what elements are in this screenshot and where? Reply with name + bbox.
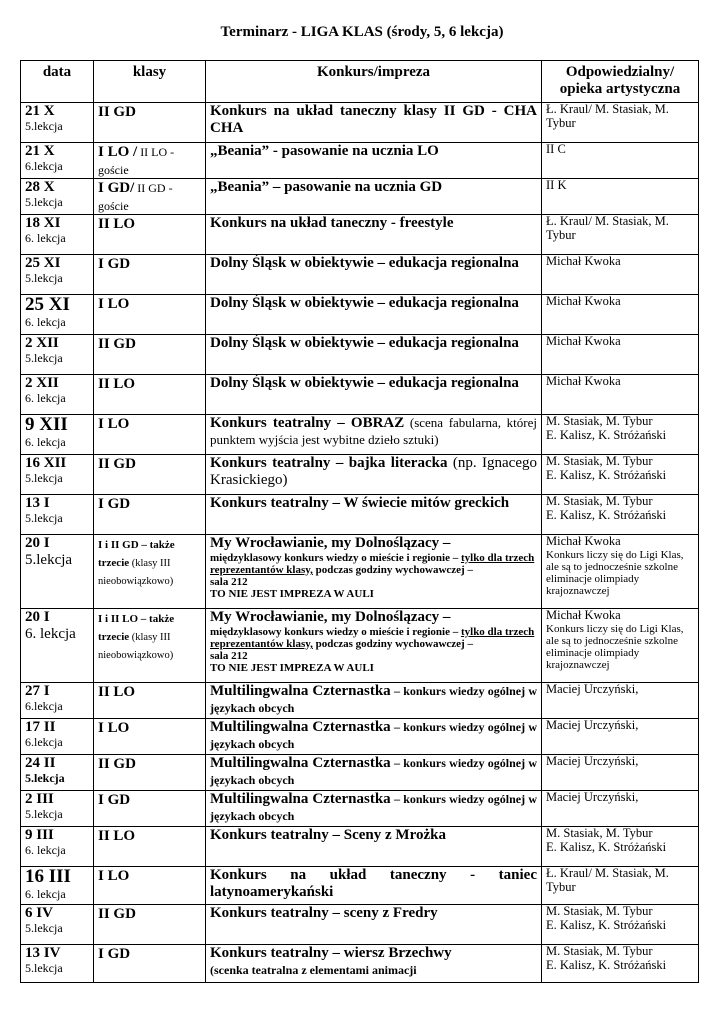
date: 21 X	[25, 143, 55, 159]
event-title: Konkurs teatralny – wiersz Brzechwy	[210, 945, 452, 962]
event-title: „Beania” - pasowanie na ucznia LO	[210, 143, 439, 159]
event-cell	[206, 609, 542, 683]
date: 13 IV	[25, 945, 61, 962]
table-row	[21, 609, 699, 683]
responsible: Michał Kwoka	[546, 294, 621, 309]
responsible-cell	[542, 867, 699, 905]
class: II GD	[98, 456, 136, 473]
event-title: Multilingwalna Czternastka	[210, 791, 391, 808]
date-cell	[21, 905, 94, 945]
class-cell	[94, 905, 206, 945]
table-row	[21, 375, 699, 415]
event-title: Dolny Śląsk w obiektywie – edukacja regionalna	[210, 295, 519, 312]
responsible-2: E. Kalisz, K. Stróżański	[546, 428, 667, 443]
event-title: Konkurs teatralny – OBRAZ	[210, 415, 405, 432]
date-cell	[21, 179, 94, 215]
date: 17 II	[25, 719, 56, 736]
class: II LO	[98, 684, 136, 701]
date-cell	[21, 719, 94, 755]
responsible-2: E. Kalisz, K. Stróżański	[546, 508, 667, 523]
class-cell	[94, 755, 206, 791]
class-cell	[94, 143, 206, 179]
event-note: – konkurs wiedzy ogólnej w językach obcych	[210, 756, 538, 787]
event-note: – konkurs wiedzy ogólnej w językach obcych	[210, 684, 538, 715]
class: I i II GD – także trzecie	[98, 539, 175, 569]
class-cell	[94, 827, 206, 867]
date: 18 XI	[25, 215, 61, 232]
event-room: sala 212	[210, 576, 248, 589]
date-cell	[21, 867, 94, 905]
event-title: „Beania” – pasowanie na ucznia GD	[210, 179, 443, 196]
class-cell	[94, 719, 206, 755]
date-cell	[21, 143, 94, 179]
responsible-cell	[542, 945, 699, 983]
responsible-cell	[542, 827, 699, 867]
event-title: Konkurs teatralny – W świecie mitów greckich	[210, 495, 510, 512]
lesson: 6. lekcja	[25, 230, 66, 245]
date: 16 XII	[25, 455, 67, 472]
class: II GD	[98, 336, 136, 353]
lesson: 5.lekcja	[25, 770, 65, 785]
responsible: Michał Kwoka	[546, 534, 621, 549]
event-title: Multilingwalna Czternastka	[210, 755, 391, 772]
event-cell	[206, 415, 542, 455]
event-detail-text: międzyklasowy konkurs wiedzy o mieście i regionie –	[210, 551, 461, 564]
date: 20 I	[25, 535, 50, 552]
class: II LO	[98, 828, 136, 845]
class: I GD	[98, 256, 131, 273]
event-details	[210, 626, 537, 674]
responsible-2: E. Kalisz, K. Stróżański	[546, 918, 667, 933]
class-cell	[94, 375, 206, 415]
date: 16 III	[25, 866, 71, 888]
responsible: M. Stasiak, M. Tybur	[546, 826, 653, 841]
event-title: My Wrocławianie, my Dolnoślązacy –	[210, 609, 451, 626]
event-title: Konkurs na układ taneczny - taniec latynoamerykański	[210, 867, 537, 900]
date: 27 I	[25, 683, 50, 700]
lesson: 5.lekcja	[25, 270, 63, 285]
table-row	[21, 335, 699, 375]
event-title: Konkurs teatralny – sceny z Fredry	[210, 905, 438, 922]
responsible: M. Stasiak, M. Tybur	[546, 494, 653, 509]
event-cell	[206, 791, 542, 827]
lesson: 5.lekcja	[25, 194, 63, 209]
date-cell	[21, 335, 94, 375]
class: I GD	[98, 496, 131, 513]
responsible-note: Konkurs liczy się do Ligi Klas, ale są to jednocześnie szkolne eliminacje olimpiady krajoznawczej	[546, 623, 684, 672]
lesson: 5.lekcja	[25, 960, 63, 975]
event-cell	[206, 755, 542, 791]
table-row	[21, 791, 699, 827]
event-cell	[206, 535, 542, 609]
responsible-cell	[542, 755, 699, 791]
event-cell	[206, 945, 542, 983]
date: 13 I	[25, 495, 50, 512]
table-row	[21, 495, 699, 535]
event-detail-text-2: podczas godziny wychowawczej –	[312, 637, 473, 650]
event-details	[210, 552, 537, 600]
header-date: data	[21, 61, 94, 103]
date: 9 III	[25, 827, 54, 844]
table-row	[21, 867, 699, 905]
responsible: M. Stasiak, M. Tybur	[546, 454, 653, 469]
lesson: 6. lekcja	[25, 887, 66, 902]
lesson: 5.lekcja	[25, 510, 63, 525]
responsible-cell	[542, 103, 699, 143]
event-title: Konkurs teatralny – bajka literacka	[210, 455, 448, 472]
table-row	[21, 755, 699, 791]
event-note: (scenka teatralna z elementami animacji	[210, 962, 417, 977]
class: I LO /	[98, 144, 138, 160]
responsible: M. Stasiak, M. Tybur	[546, 944, 653, 959]
lesson: 5.lekcja	[25, 806, 63, 821]
responsible: Michał Kwoka	[546, 254, 621, 269]
lesson: 6. lekcja	[25, 315, 66, 330]
date-cell	[21, 535, 94, 609]
header-event: Konkurs/impreza	[206, 61, 542, 103]
date-cell	[21, 295, 94, 335]
date: 2 III	[25, 791, 54, 808]
responsible-cell	[542, 215, 699, 255]
event-cell	[206, 495, 542, 535]
date: 20 I	[25, 609, 50, 626]
responsible-cell	[542, 495, 699, 535]
event-cell	[206, 683, 542, 719]
event-note: (np. Ignacego Krasickiego)	[210, 455, 537, 488]
responsible-cell	[542, 415, 699, 455]
event-title: Konkurs teatralny – Sceny z Mrożka	[210, 827, 446, 844]
date: 21 X	[25, 103, 55, 119]
date-cell	[21, 683, 94, 719]
date: 25 XI	[25, 255, 61, 272]
event-cell	[206, 335, 542, 375]
date: 25 XI	[25, 294, 70, 316]
class-note: II LO - goście	[98, 145, 175, 177]
date-cell	[21, 945, 94, 983]
table-row	[21, 455, 699, 495]
date: 2 XII	[25, 375, 59, 392]
class: I LO	[98, 296, 130, 313]
event-cell	[206, 215, 542, 255]
date-cell	[21, 375, 94, 415]
responsible-cell	[542, 375, 699, 415]
responsible-2: E. Kalisz, K. Stróżański	[546, 958, 667, 973]
class-cell	[94, 535, 206, 609]
date-cell	[21, 455, 94, 495]
lesson: 6. lekcja	[25, 435, 66, 450]
table-row	[21, 535, 699, 609]
responsible: Michał Kwoka	[546, 608, 621, 623]
class-note: (klasy III nieobowiązkowo)	[98, 557, 174, 587]
event-cell	[206, 375, 542, 415]
class-cell	[94, 215, 206, 255]
responsible-cell	[542, 683, 699, 719]
lesson: 6. lekcja	[25, 390, 66, 405]
event-cell	[206, 255, 542, 295]
class-cell	[94, 945, 206, 983]
lesson: 6. lekcja	[25, 842, 66, 857]
date-cell	[21, 755, 94, 791]
event-detail-text: międzyklasowy konkurs wiedzy o mieście i regionie –	[210, 625, 461, 638]
responsible: Ł. Kraul/ M. Stasiak, M. Tybur	[546, 866, 669, 895]
date: 6 IV	[25, 905, 53, 922]
class-cell	[94, 255, 206, 295]
class: I GD	[98, 792, 131, 809]
table-row	[21, 945, 699, 983]
responsible-cell	[542, 535, 699, 609]
responsible-cell	[542, 455, 699, 495]
class: I i II LO – także trzecie	[98, 613, 175, 643]
date-cell	[21, 495, 94, 535]
responsible: Maciej Urczyński,	[546, 754, 639, 769]
event-detail-underline: tylko dla trzech reprezentantów klasy,	[210, 625, 535, 650]
class-cell	[94, 335, 206, 375]
event-title: Dolny Śląsk w obiektywie – edukacja regionalna	[210, 335, 519, 352]
event-cell	[206, 295, 542, 335]
responsible: II C	[546, 142, 566, 156]
date: 24 II	[25, 755, 56, 772]
responsible: Maciej Urczyński,	[546, 682, 639, 697]
responsible: Ł. Kraul/ M. Stasiak, M. Tybur	[546, 214, 669, 243]
table-row	[21, 179, 699, 215]
responsible-cell	[542, 609, 699, 683]
table-row	[21, 415, 699, 455]
table-row	[21, 683, 699, 719]
responsible-cell	[542, 905, 699, 945]
responsible: Michał Kwoka	[546, 334, 621, 349]
date: 28 X	[25, 179, 55, 196]
class-cell	[94, 103, 206, 143]
lesson: 6.lekcja	[25, 158, 63, 173]
date-cell	[21, 827, 94, 867]
responsible-note: Konkurs liczy się do Ligi Klas, ale są to jednocześnie szkolne eliminacje olimpiady krajoznawczej	[546, 549, 684, 598]
responsible-cell	[542, 295, 699, 335]
responsible: Maciej Urczyński,	[546, 790, 639, 805]
schedule-table	[20, 60, 699, 983]
responsible: Maciej Urczyński,	[546, 718, 639, 733]
responsible-cell	[542, 719, 699, 755]
lesson: 5.lekcja	[25, 551, 73, 568]
class-note: II GD - goście	[98, 181, 173, 213]
class: I LO	[98, 868, 130, 885]
header-class: klasy	[94, 61, 206, 103]
class-cell	[94, 791, 206, 827]
responsible-2: E. Kalisz, K. Stróżański	[546, 468, 667, 483]
class: I LO	[98, 720, 130, 737]
lesson: 5.lekcja	[25, 350, 63, 365]
event-note: – konkurs wiedzy ogólnej w językach obcych	[210, 792, 538, 823]
date-cell	[21, 609, 94, 683]
event-cell	[206, 103, 542, 143]
event-detail-text-2: podczas godziny wychowawczej –	[312, 563, 473, 576]
event-title: My Wrocławianie, my Dolnoślązacy –	[210, 535, 451, 552]
event-title: Konkurs na układ taneczny klasy II GD - CHA CHA	[210, 103, 537, 136]
table-row	[21, 905, 699, 945]
event-detail-underline: tylko dla trzech reprezentantów klasy,	[210, 551, 535, 576]
event-room: sala 212	[210, 650, 248, 663]
lesson: 5.lekcja	[25, 118, 63, 133]
class: II GD	[98, 906, 136, 923]
responsible: M. Stasiak, M. Tybur	[546, 414, 653, 429]
event-cell	[206, 827, 542, 867]
table-row	[21, 827, 699, 867]
table-row	[21, 215, 699, 255]
class: II GD	[98, 756, 136, 773]
responsible-cell	[542, 255, 699, 295]
class-cell	[94, 415, 206, 455]
date: 2 XII	[25, 335, 59, 352]
table-row	[21, 719, 699, 755]
class-cell	[94, 179, 206, 215]
event-note: – konkurs wiedzy ogólnej w językach obcych	[210, 720, 538, 751]
class: I GD	[98, 946, 131, 963]
responsible: II K	[546, 178, 567, 193]
event-cell	[206, 719, 542, 755]
class-cell	[94, 683, 206, 719]
lesson: 5.lekcja	[25, 920, 63, 935]
event-title: Konkurs na układ taneczny - freestyle	[210, 215, 454, 232]
table-row	[21, 143, 699, 179]
date-cell	[21, 415, 94, 455]
class: II GD	[98, 104, 136, 120]
lesson: 6.lekcja	[25, 734, 63, 749]
class: II LO	[98, 376, 136, 393]
event-title: Multilingwalna Czternastka	[210, 683, 391, 700]
responsible-cell	[542, 143, 699, 179]
class: I LO	[98, 416, 130, 433]
table-row	[21, 255, 699, 295]
class-cell	[94, 495, 206, 535]
event-cell	[206, 179, 542, 215]
header-responsible: Odpowiedzialny/ opieka artystyczna	[542, 61, 699, 103]
responsible-2: E. Kalisz, K. Stróżański	[546, 840, 667, 855]
event-cell	[206, 143, 542, 179]
table-row	[21, 295, 699, 335]
event-cell	[206, 455, 542, 495]
event-title: Dolny Śląsk w obiektywie – edukacja regionalna	[210, 255, 519, 272]
date-cell	[21, 255, 94, 295]
date-cell	[21, 103, 94, 143]
class-cell	[94, 295, 206, 335]
date-cell	[21, 791, 94, 827]
event-title: Multilingwalna Czternastka	[210, 719, 391, 736]
event-cell	[206, 867, 542, 905]
class-note: (klasy III nieobowiązkowo)	[98, 631, 174, 661]
table-row	[21, 103, 699, 143]
responsible-cell	[542, 335, 699, 375]
date: 9 XII	[25, 414, 68, 436]
class: II LO	[98, 216, 136, 233]
event-note: (scena fabularna, której punktem wyjścia jest wybitne dzieło sztuki)	[210, 415, 537, 447]
event-warning: TO NIE JEST IMPREZA W AULI	[210, 662, 374, 675]
event-warning: TO NIE JEST IMPREZA W AULI	[210, 588, 374, 601]
class-cell	[94, 609, 206, 683]
responsible: Michał Kwoka	[546, 374, 621, 389]
header-row	[21, 61, 699, 103]
class-cell	[94, 455, 206, 495]
responsible: M. Stasiak, M. Tybur	[546, 904, 653, 919]
responsible-cell	[542, 791, 699, 827]
responsible-cell	[542, 179, 699, 215]
lesson: 6.lekcja	[25, 698, 63, 713]
event-cell	[206, 905, 542, 945]
responsible: Ł. Kraul/ M. Stasiak, M. Tybur	[546, 102, 669, 130]
lesson: 5.lekcja	[25, 470, 63, 485]
lesson: 6. lekcja	[25, 625, 76, 642]
event-title: Dolny Śląsk w obiektywie – edukacja regionalna	[210, 375, 519, 392]
class-cell	[94, 867, 206, 905]
date-cell	[21, 215, 94, 255]
document-title: Terminarz - LIGA KLAS (środy, 5, 6 lekcja)	[220, 24, 504, 40]
class: I GD/	[98, 180, 135, 197]
